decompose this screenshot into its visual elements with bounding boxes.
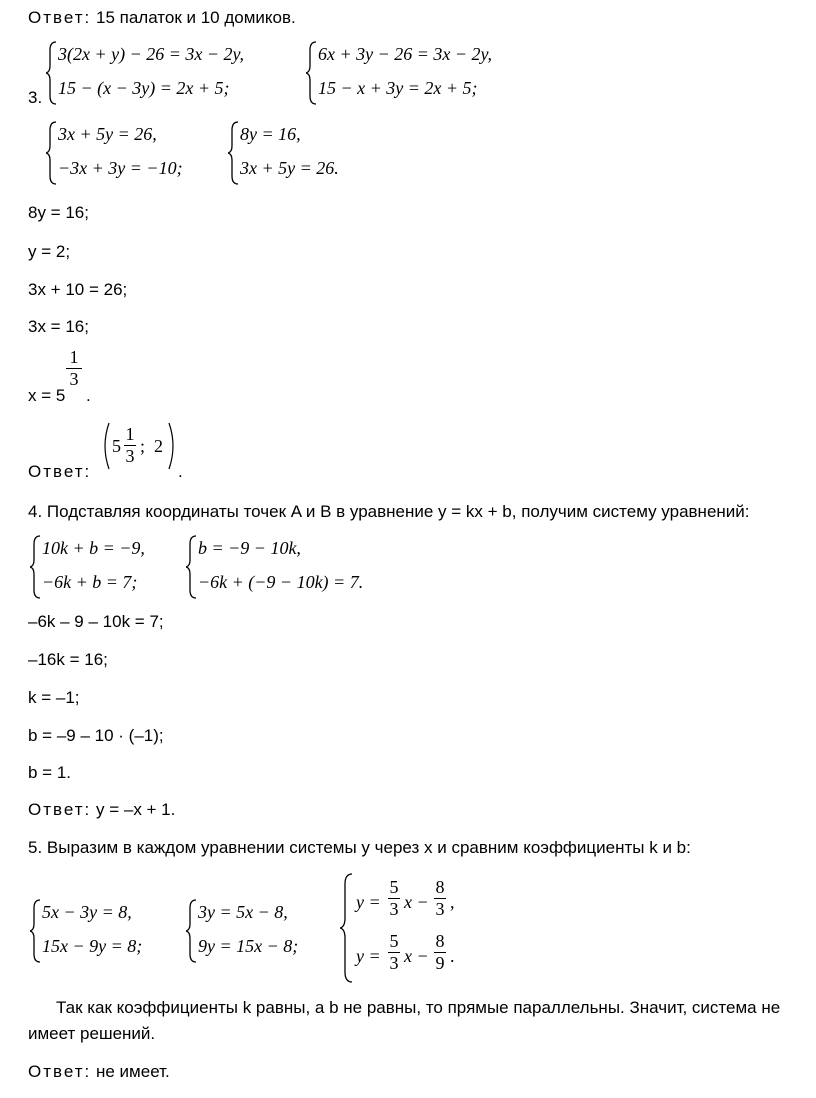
fraction-denominator: 3 <box>125 446 135 466</box>
system-row: 9y = 15x − 8; <box>198 936 299 956</box>
point-whole: 5 <box>112 436 121 456</box>
answer-2 <box>28 8 296 28</box>
brace-icon <box>186 534 198 600</box>
system-row: −6k + b = 7; <box>42 572 138 592</box>
point-separator: ; <box>140 436 146 456</box>
system-row <box>356 876 480 926</box>
answer-label: Ответ: <box>28 1062 92 1081</box>
system-row: 3x + 5y = 26. <box>240 158 339 178</box>
answer-text: y = –x + 1. <box>95 800 176 819</box>
system-row: b = −9 − 10k, <box>198 538 301 558</box>
step: 8y = 16; <box>28 203 89 222</box>
brace-icon <box>30 898 42 964</box>
answer-label: Ответ: <box>28 8 92 27</box>
step: b = 1. <box>28 763 72 782</box>
fraction <box>434 878 446 918</box>
fraction-denominator: 9 <box>435 953 445 973</box>
step: 3x = 16; <box>28 317 89 336</box>
step-x <box>28 386 65 406</box>
system-5a <box>30 898 180 964</box>
system-row: 5x − 3y = 8, <box>42 902 132 922</box>
right-paren-icon <box>168 422 178 470</box>
left-paren-icon <box>100 422 110 470</box>
answer-3 <box>28 462 91 482</box>
answer-4 <box>28 800 175 820</box>
brace-icon <box>186 898 198 964</box>
brace-icon <box>228 120 240 186</box>
point-y: 2 <box>154 436 163 456</box>
problem-5-intro: 5. Выразим в каждом уравнении системы y через x и сравним коэффициенты k и b: <box>28 838 691 857</box>
conclusion-line-1: Так как коэффициенты k равны, а b не равны, то прямые параллельны. Значит, система не <box>56 998 781 1017</box>
x-fraction <box>66 348 82 388</box>
fraction-denominator: 3 <box>389 899 399 919</box>
system-row: 3y = 5x − 8, <box>198 902 288 922</box>
answer-text: не имеет. <box>95 1062 170 1081</box>
fraction-numerator: 1 <box>125 424 135 444</box>
answer-label: Ответ: <box>28 800 92 819</box>
system-3d <box>228 120 378 186</box>
system-row: 3x + 5y = 26, <box>58 124 157 144</box>
step: –16k = 16; <box>28 650 108 669</box>
system-row: 15 − x + 3y = 2x + 5; <box>318 78 478 98</box>
answer-text: 15 палаток и 10 домиков. <box>95 8 296 27</box>
system-3b <box>306 40 566 106</box>
point-fraction <box>124 425 136 465</box>
answer-label: Ответ: <box>28 462 92 481</box>
row-lhs: y = <box>356 946 381 966</box>
problem-3-number: 3. <box>28 88 43 107</box>
system-row: −6k + (−9 − 10k) = 7. <box>198 572 364 592</box>
system-4b <box>186 534 406 600</box>
system-5b <box>186 898 336 964</box>
fraction-numerator: 8 <box>435 931 445 951</box>
fraction <box>388 932 400 972</box>
step: y = 2; <box>28 242 71 261</box>
answer-3-point <box>100 422 180 470</box>
system-row <box>356 930 480 980</box>
system-row: 3(2x + y) − 26 = 3x − 2y, <box>58 44 245 64</box>
fraction-denominator: 3 <box>66 368 82 388</box>
system-row: 10k + b = −9, <box>42 538 145 558</box>
system-row: −3x + 3y = −10; <box>58 158 183 178</box>
fraction-numerator: 5 <box>389 931 399 951</box>
step: b = –9 – 10 · (–1); <box>28 726 164 745</box>
row-mid: x − <box>404 892 429 912</box>
brace-icon <box>30 534 42 600</box>
fraction-numerator: 5 <box>389 877 399 897</box>
fraction <box>434 932 446 972</box>
brace-icon <box>46 40 58 106</box>
system-3c <box>46 120 226 186</box>
system-row: 15x − 9y = 8; <box>42 936 143 956</box>
row-mid: x − <box>404 946 429 966</box>
brace-icon <box>340 872 354 984</box>
system-row: 6x + 3y − 26 = 3x − 2y, <box>318 44 493 64</box>
answer-3-end: . <box>178 462 183 481</box>
problem-4-intro: 4. Подставляя координаты точек A и B в уравнение y = kx + b, получим систему уравнений: <box>28 502 750 521</box>
conclusion-line-2: имеет решений. <box>28 1024 156 1043</box>
fraction-numerator: 1 <box>69 347 79 367</box>
fraction-denominator: 3 <box>435 899 445 919</box>
system-4a <box>30 534 190 600</box>
system-row: 8y = 16, <box>240 124 301 144</box>
step: 3x + 10 = 26; <box>28 280 128 299</box>
row-lhs: y = <box>356 892 381 912</box>
x-suffix: . <box>86 386 91 405</box>
fraction <box>388 878 400 918</box>
system-row: 15 − (x − 3y) = 2x + 5; <box>58 78 230 98</box>
row-end: . <box>450 946 455 966</box>
step: k = –1; <box>28 688 80 707</box>
system-5c <box>340 872 480 984</box>
row-end: , <box>450 892 455 912</box>
brace-icon <box>46 120 58 186</box>
x-prefix: x = 5 <box>28 386 66 405</box>
brace-icon <box>306 40 318 106</box>
system-3a <box>46 40 306 106</box>
step: –6k – 9 – 10k = 7; <box>28 612 164 631</box>
fraction-numerator: 8 <box>435 877 445 897</box>
fraction-denominator: 3 <box>389 953 399 973</box>
answer-5 <box>28 1062 170 1082</box>
